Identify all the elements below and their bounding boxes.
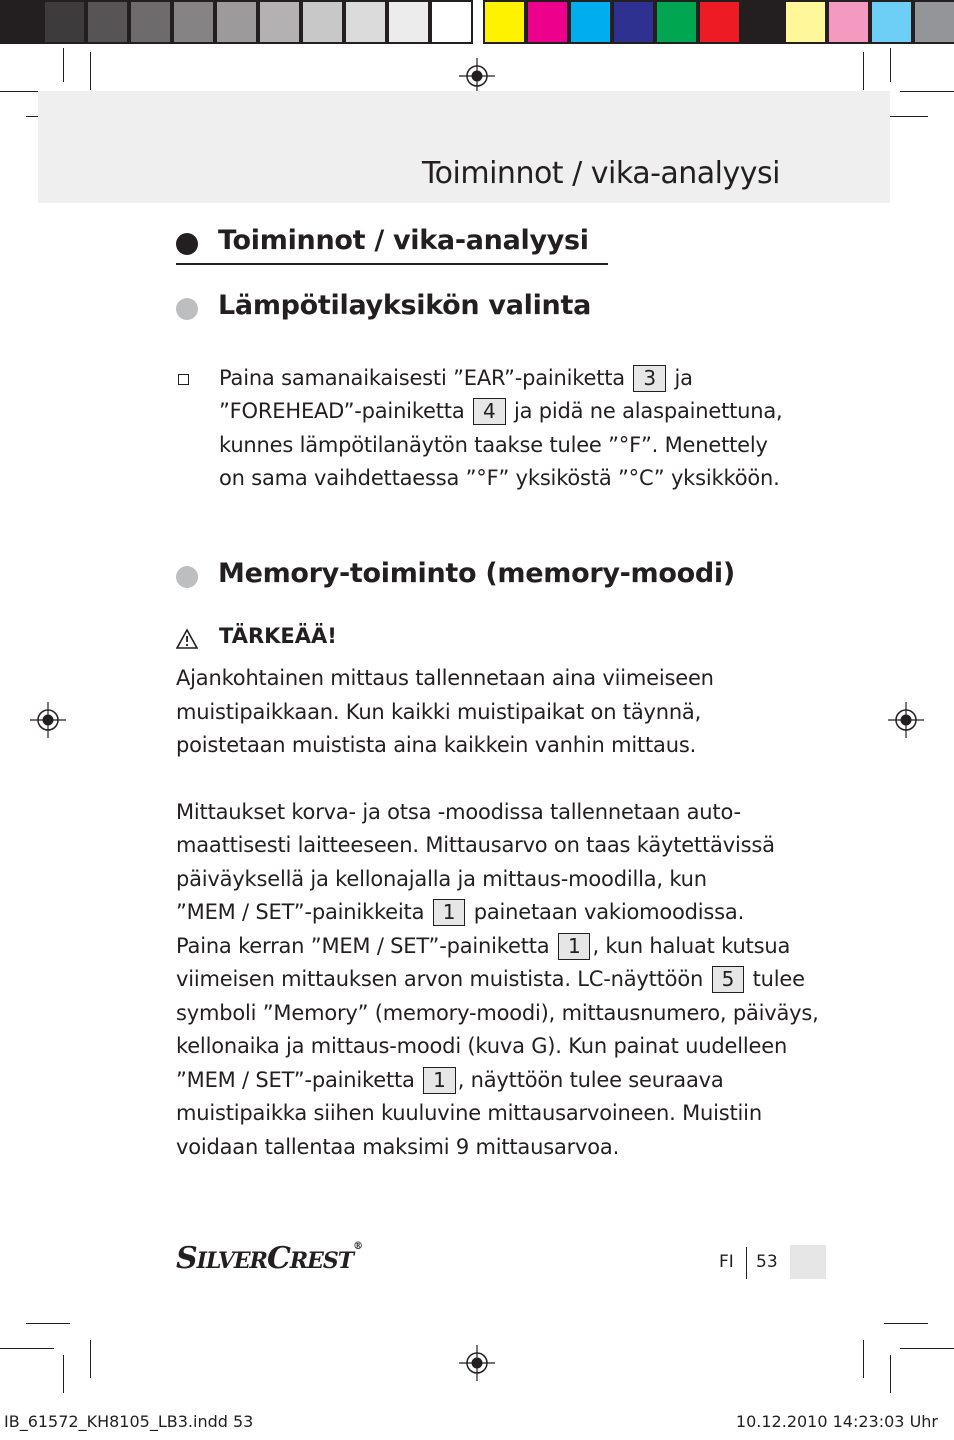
- gray-swatch: [172, 0, 215, 44]
- gray-swatch: [129, 0, 172, 44]
- bullet-icon: [176, 233, 198, 255]
- paragraph-line: Paina kerran ”MEM / SET”-painiketta 1 , kun haluat kutsua: [176, 934, 791, 958]
- process-color-swatch: [870, 0, 913, 44]
- paragraph-line: voidaan tallentaa maksimi 9 mittausarvoa.: [176, 1135, 620, 1159]
- process-color-swatch: [612, 0, 655, 44]
- section-heading: Lämpötilayksikön valinta: [218, 290, 592, 321]
- bullet-icon: [176, 298, 198, 320]
- paragraph-line: viimeisen mittauksen arvon muistista. LC-näyttöön 5 tulee: [176, 967, 805, 991]
- list-square-icon: [178, 374, 189, 385]
- registration-mark-icon: [888, 702, 924, 738]
- gray-swatch: [258, 0, 301, 44]
- print-timestamp: 10.12.2010 14:23:03 Uhr: [735, 1412, 938, 1431]
- registration-mark-icon: [459, 1345, 495, 1381]
- process-color-swatch: [827, 0, 870, 44]
- paragraph-line: muistipaikkaan. Kun kaikki muistipaikat on täynnä,: [176, 700, 702, 724]
- button-reference: 1: [433, 899, 466, 926]
- paragraph-line: maattisesti laitteeseen. Mittausarvo on taas käytettävissä: [176, 833, 775, 857]
- registration-mark-icon: [30, 702, 66, 738]
- button-reference: 5: [712, 966, 745, 993]
- paragraph-line: päiväyksellä ja kellonajalla ja mittaus-moodilla, kun: [176, 867, 707, 891]
- warning-label: TÄRKEÄÄ!: [219, 624, 337, 648]
- gray-swatch: [387, 0, 430, 44]
- gray-swatch: [215, 0, 258, 44]
- section-heading: Toiminnot / vika-analyysi: [218, 225, 589, 256]
- process-color-swatch: [741, 0, 784, 44]
- paragraph-line: Mittaukset korva- ja otsa -moodissa tallennetaan auto-: [176, 800, 741, 824]
- process-color-swatch: [655, 0, 698, 44]
- section-heading: Memory-toiminto (memory-moodi): [218, 558, 735, 589]
- paragraph-line: kunnes lämpötilanäytön taakse tulee ”°F”. Menettely: [219, 433, 768, 457]
- button-reference: 3: [633, 365, 666, 392]
- paragraph-line: on sama vaihdettaessa ”°F” yksiköstä ”°C” yksikköön.: [219, 466, 780, 490]
- gray-swatch: [430, 0, 473, 44]
- gray-swatch: [43, 0, 86, 44]
- paragraph-line: Paina samanaikaisesti ”EAR”-painiketta 3 ja: [219, 366, 693, 390]
- button-reference: 1: [423, 1067, 456, 1094]
- gray-swatch: [344, 0, 387, 44]
- warning-triangle-icon: [176, 628, 198, 650]
- silvercrest-logo: SILVERCREST®: [176, 1241, 363, 1276]
- page-number: 53: [756, 1252, 778, 1272]
- heading-underline: [176, 263, 608, 265]
- paragraph-line: kellonaika ja mittaus-moodi (kuva G). Kun painat uudelleen: [176, 1034, 788, 1058]
- paragraph-line: ”FOREHEAD”-painiketta 4 ja pidä ne alaspainettuna,: [219, 399, 783, 423]
- process-color-swatch: [784, 0, 827, 44]
- gray-swatch: [0, 0, 43, 44]
- gray-swatch: [86, 0, 129, 44]
- paragraph-line: muistipaikka siihen kuuluvine mittausarvoineen. Muistiin: [176, 1101, 762, 1125]
- gray-swatch: [301, 0, 344, 44]
- page-title: Toiminnot / vika-analyysi: [421, 156, 780, 191]
- paragraph-line: ”MEM / SET”-painiketta 1 , näyttöön tulee seuraava: [176, 1068, 724, 1092]
- bullet-icon: [176, 566, 198, 588]
- file-slug: IB_61572_KH8105_LB3.indd 53: [4, 1412, 254, 1431]
- process-color-swatch: [483, 0, 526, 44]
- button-reference: 1: [558, 933, 591, 960]
- process-color-swatch: [698, 0, 741, 44]
- footer-separator: [746, 1247, 747, 1279]
- button-reference: 4: [473, 398, 506, 425]
- process-color-swatch: [526, 0, 569, 44]
- paragraph-line: poistetaan muistista aina kaikkein vanhin mittaus.: [176, 733, 697, 757]
- paragraph-line: symboli ”Memory” (memory-moodi), mittausnumero, päiväys,: [176, 1001, 819, 1025]
- paragraph-line: ”MEM / SET”-painikkeita 1 painetaan vakiomoodissa.: [176, 900, 745, 924]
- process-color-swatch: [569, 0, 612, 44]
- page-tab-marker: [790, 1245, 826, 1279]
- process-color-swatch: [913, 0, 954, 44]
- language-code: FI: [719, 1252, 734, 1272]
- registration-mark-icon: [459, 58, 495, 94]
- paragraph-line: Ajankohtainen mittaus tallennetaan aina viimeiseen: [176, 666, 714, 690]
